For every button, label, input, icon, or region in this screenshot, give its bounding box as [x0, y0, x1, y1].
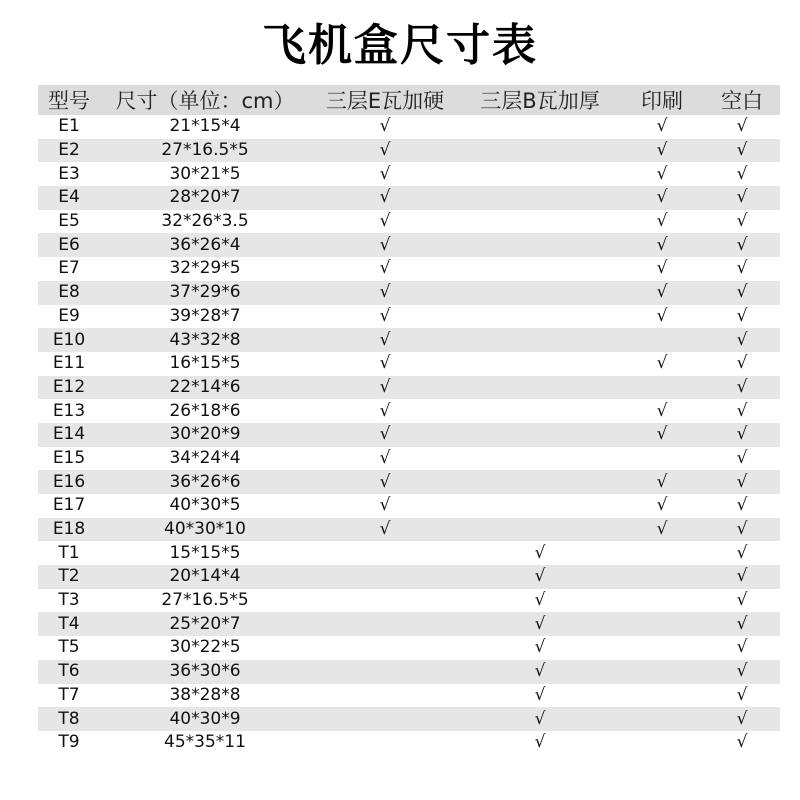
- model-cell: T9: [58, 732, 80, 753]
- b-flute-cell: [460, 115, 620, 139]
- e-flute-cell: [310, 447, 460, 471]
- check-mark-icon: √: [534, 590, 546, 611]
- e-flute-cell: [310, 636, 460, 660]
- table-row: [38, 541, 780, 565]
- size-cell: 30*22*5: [169, 637, 241, 658]
- table-row: [38, 257, 780, 281]
- check-mark-icon: √: [736, 542, 748, 563]
- e-flute-cell: [310, 612, 460, 636]
- b-flute-cell: [460, 257, 620, 281]
- size-cell: 32*29*5: [169, 258, 241, 279]
- print-cell: [620, 139, 704, 163]
- check-mark-icon: √: [656, 400, 668, 421]
- b-flute-cell: [460, 589, 620, 613]
- table-row: [38, 589, 780, 613]
- model-cell: E10: [38, 328, 100, 352]
- e-flute-cell: [310, 210, 460, 234]
- table-row: [38, 399, 780, 423]
- model-cell: E14: [38, 423, 100, 447]
- table-row: [38, 281, 780, 305]
- b-flute-cell: [460, 470, 620, 494]
- size-cell: 30*20*9: [100, 423, 310, 447]
- check-mark-icon: √: [736, 519, 748, 540]
- model-cell: E9: [58, 305, 80, 326]
- table-row: [38, 612, 780, 636]
- check-mark-icon: √: [656, 140, 668, 161]
- check-mark-icon: √: [736, 590, 748, 611]
- check-mark-icon: √: [379, 329, 391, 350]
- blank-cell: [704, 162, 780, 186]
- check-mark-icon: √: [534, 613, 546, 634]
- size-cell: 28*20*7: [100, 186, 310, 210]
- size-cell: 37*29*6: [100, 281, 310, 305]
- blank-cell: [704, 233, 780, 257]
- check-mark-icon: √: [379, 519, 391, 540]
- e-flute-cell: [310, 494, 460, 518]
- table-row: [38, 352, 780, 376]
- size-cell: 40*30*5: [169, 495, 241, 516]
- check-mark-icon: √: [379, 424, 391, 445]
- e-flute-cell: [310, 305, 460, 329]
- header-model: 型号: [38, 85, 100, 115]
- print-cell: [620, 233, 704, 257]
- blank-cell: [704, 210, 780, 234]
- check-mark-icon: √: [736, 163, 748, 184]
- e-flute-cell: [310, 565, 460, 589]
- model-cell: E6: [38, 233, 100, 257]
- model-cell: E18: [38, 518, 100, 542]
- blank-cell: [704, 328, 780, 352]
- b-flute-cell: [460, 210, 620, 234]
- blank-cell: [704, 494, 780, 518]
- check-mark-icon: √: [736, 258, 748, 279]
- check-mark-icon: √: [534, 637, 546, 658]
- blank-cell: [704, 186, 780, 210]
- check-mark-icon: √: [534, 566, 546, 587]
- check-mark-icon: √: [379, 400, 391, 421]
- b-flute-cell: [460, 684, 620, 708]
- size-cell: 20*14*4: [100, 565, 310, 589]
- e-flute-cell: [310, 707, 460, 731]
- b-flute-cell: [460, 281, 620, 305]
- print-cell: [620, 210, 704, 234]
- print-cell: [620, 162, 704, 186]
- check-mark-icon: √: [736, 329, 748, 350]
- check-mark-icon: √: [736, 116, 748, 137]
- e-flute-cell: [310, 423, 460, 447]
- check-mark-icon: √: [736, 708, 748, 729]
- check-mark-icon: √: [656, 305, 668, 326]
- check-mark-icon: √: [379, 234, 391, 255]
- check-mark-icon: √: [656, 471, 668, 492]
- size-cell: 25*20*7: [100, 612, 310, 636]
- model-cell: E7: [58, 258, 80, 279]
- b-flute-cell: [460, 612, 620, 636]
- header-print: 印刷: [620, 85, 704, 115]
- b-flute-cell: [460, 423, 620, 447]
- blank-cell: [704, 352, 780, 376]
- check-mark-icon: √: [736, 282, 748, 303]
- size-cell: 21*15*4: [169, 116, 241, 137]
- table-row: [38, 186, 780, 210]
- blank-cell: [704, 731, 780, 755]
- e-flute-cell: [310, 731, 460, 755]
- check-mark-icon: √: [736, 187, 748, 208]
- e-flute-cell: [310, 589, 460, 613]
- check-mark-icon: √: [656, 282, 668, 303]
- check-mark-icon: √: [379, 353, 391, 374]
- model-cell: E11: [52, 353, 86, 374]
- check-mark-icon: √: [656, 211, 668, 232]
- e-flute-cell: [310, 281, 460, 305]
- print-cell: [620, 518, 704, 542]
- print-cell: [620, 352, 704, 376]
- size-cell: 27*16.5*5: [100, 139, 310, 163]
- check-mark-icon: √: [736, 684, 748, 705]
- table-row: [38, 233, 780, 257]
- e-flute-cell: [310, 162, 460, 186]
- table-row: [38, 660, 780, 684]
- model-cell: T1: [58, 542, 80, 563]
- e-flute-cell: [310, 541, 460, 565]
- check-mark-icon: √: [379, 471, 391, 492]
- print-cell: [620, 305, 704, 329]
- size-cell: 40*30*10: [100, 518, 310, 542]
- b-flute-cell: [460, 518, 620, 542]
- print-cell: [620, 399, 704, 423]
- blank-cell: [704, 257, 780, 281]
- check-mark-icon: √: [656, 424, 668, 445]
- blank-cell: [704, 636, 780, 660]
- print-cell: [620, 423, 704, 447]
- page-title: 飞机盒尺寸表: [262, 20, 538, 71]
- blank-cell: [704, 115, 780, 139]
- check-mark-icon: √: [736, 400, 748, 421]
- check-mark-icon: √: [379, 495, 391, 516]
- b-flute-cell: [460, 731, 620, 755]
- print-cell: [620, 447, 704, 471]
- check-mark-icon: √: [379, 140, 391, 161]
- table-row: [38, 139, 780, 163]
- size-cell: 36*30*6: [100, 660, 310, 684]
- blank-cell: [704, 541, 780, 565]
- model-cell: E3: [58, 163, 80, 184]
- print-cell: [620, 684, 704, 708]
- print-cell: [620, 660, 704, 684]
- check-mark-icon: √: [736, 211, 748, 232]
- model-cell: E13: [52, 400, 86, 421]
- b-flute-cell: [460, 162, 620, 186]
- model-cell: T5: [58, 637, 80, 658]
- size-cell: 22*14*6: [100, 376, 310, 400]
- check-mark-icon: √: [656, 187, 668, 208]
- size-cell: 45*35*11: [164, 732, 246, 753]
- table-row: [38, 636, 780, 660]
- table-row: [38, 731, 780, 755]
- check-mark-icon: √: [656, 519, 668, 540]
- b-flute-cell: [460, 139, 620, 163]
- blank-cell: [704, 376, 780, 400]
- size-cell: 34*24*4: [169, 447, 241, 468]
- blank-cell: [704, 684, 780, 708]
- model-cell: T2: [38, 565, 100, 589]
- check-mark-icon: √: [656, 163, 668, 184]
- model-cell: E1: [58, 116, 80, 137]
- table-row: [38, 494, 780, 518]
- check-mark-icon: √: [379, 116, 391, 137]
- blank-cell: [704, 470, 780, 494]
- blank-cell: [704, 589, 780, 613]
- table-row: [38, 565, 780, 589]
- model-cell: E15: [52, 447, 86, 468]
- b-flute-cell: [460, 186, 620, 210]
- check-mark-icon: √: [656, 116, 668, 137]
- b-flute-cell: [460, 376, 620, 400]
- table-row: [38, 328, 780, 352]
- model-cell: T7: [58, 684, 80, 705]
- b-flute-cell: [460, 328, 620, 352]
- blank-cell: [704, 281, 780, 305]
- check-mark-icon: √: [736, 447, 748, 468]
- e-flute-cell: [310, 518, 460, 542]
- size-cell: 38*28*8: [169, 684, 241, 705]
- blank-cell: [704, 423, 780, 447]
- header-size: 尺寸（单位：cm）: [100, 85, 310, 115]
- check-mark-icon: √: [656, 258, 668, 279]
- e-flute-cell: [310, 328, 460, 352]
- check-mark-icon: √: [736, 637, 748, 658]
- blank-cell: [704, 447, 780, 471]
- check-mark-icon: √: [534, 708, 546, 729]
- header-b-flute: 三层B瓦加厚: [460, 85, 620, 115]
- table-row: [38, 470, 780, 494]
- table-row: [38, 447, 780, 471]
- model-cell: E8: [38, 281, 100, 305]
- check-mark-icon: √: [656, 353, 668, 374]
- size-cell: 32*26*3.5: [161, 211, 249, 232]
- size-cell: 26*18*6: [169, 400, 241, 421]
- check-mark-icon: √: [534, 542, 546, 563]
- size-cell: 36*26*4: [100, 233, 310, 257]
- check-mark-icon: √: [379, 305, 391, 326]
- e-flute-cell: [310, 660, 460, 684]
- size-table: [38, 85, 780, 755]
- blank-cell: [704, 399, 780, 423]
- model-cell: E5: [58, 211, 80, 232]
- e-flute-cell: [310, 684, 460, 708]
- table-row: [38, 376, 780, 400]
- e-flute-cell: [310, 233, 460, 257]
- print-cell: [620, 115, 704, 139]
- print-cell: [620, 636, 704, 660]
- check-mark-icon: √: [736, 471, 748, 492]
- model-cell: E16: [38, 470, 100, 494]
- size-cell: 15*15*5: [169, 542, 241, 563]
- check-mark-icon: √: [379, 447, 391, 468]
- blank-cell: [704, 660, 780, 684]
- e-flute-cell: [310, 186, 460, 210]
- check-mark-icon: √: [379, 282, 391, 303]
- check-mark-icon: √: [656, 234, 668, 255]
- check-mark-icon: √: [534, 661, 546, 682]
- check-mark-icon: √: [736, 305, 748, 326]
- print-cell: [620, 565, 704, 589]
- model-cell: T4: [38, 612, 100, 636]
- table-row: [38, 518, 780, 542]
- check-mark-icon: √: [736, 424, 748, 445]
- b-flute-cell: [460, 707, 620, 731]
- print-cell: [620, 707, 704, 731]
- b-flute-cell: [460, 352, 620, 376]
- table-header-row: [38, 85, 780, 115]
- check-mark-icon: √: [736, 353, 748, 374]
- b-flute-cell: [460, 636, 620, 660]
- e-flute-cell: [310, 470, 460, 494]
- print-cell: [620, 186, 704, 210]
- blank-cell: [704, 565, 780, 589]
- size-cell: 27*16.5*5: [161, 590, 249, 611]
- model-cell: T6: [38, 660, 100, 684]
- header-e-flute: 三层E瓦加硬: [310, 85, 460, 115]
- model-cell: E17: [52, 495, 86, 516]
- e-flute-cell: [310, 139, 460, 163]
- print-cell: [620, 376, 704, 400]
- b-flute-cell: [460, 541, 620, 565]
- print-cell: [620, 612, 704, 636]
- check-mark-icon: √: [736, 566, 748, 587]
- model-cell: E2: [38, 139, 100, 163]
- check-mark-icon: √: [736, 661, 748, 682]
- print-cell: [620, 257, 704, 281]
- check-mark-icon: √: [656, 495, 668, 516]
- blank-cell: [704, 305, 780, 329]
- b-flute-cell: [460, 305, 620, 329]
- check-mark-icon: √: [534, 732, 546, 753]
- blank-cell: [704, 612, 780, 636]
- blank-cell: [704, 707, 780, 731]
- b-flute-cell: [460, 494, 620, 518]
- print-cell: [620, 281, 704, 305]
- table-row: [38, 707, 780, 731]
- size-cell: 30*21*5: [169, 163, 241, 184]
- check-mark-icon: √: [379, 258, 391, 279]
- blank-cell: [704, 518, 780, 542]
- table-row: [38, 210, 780, 234]
- print-cell: [620, 541, 704, 565]
- table-row: [38, 305, 780, 329]
- e-flute-cell: [310, 352, 460, 376]
- check-mark-icon: √: [379, 187, 391, 208]
- b-flute-cell: [460, 233, 620, 257]
- table-row: [38, 684, 780, 708]
- check-mark-icon: √: [534, 684, 546, 705]
- check-mark-icon: √: [736, 732, 748, 753]
- table-row: [38, 115, 780, 139]
- size-cell: 39*28*7: [169, 305, 241, 326]
- check-mark-icon: √: [736, 495, 748, 516]
- e-flute-cell: [310, 399, 460, 423]
- model-cell: E4: [38, 186, 100, 210]
- check-mark-icon: √: [736, 140, 748, 161]
- print-cell: [620, 494, 704, 518]
- size-cell: 40*30*9: [100, 707, 310, 731]
- check-mark-icon: √: [379, 163, 391, 184]
- check-mark-icon: √: [736, 613, 748, 634]
- table-row: [38, 162, 780, 186]
- size-cell: 43*32*8: [100, 328, 310, 352]
- model-cell: T3: [58, 590, 80, 611]
- print-cell: [620, 470, 704, 494]
- table-row: [38, 423, 780, 447]
- e-flute-cell: [310, 376, 460, 400]
- model-cell: T8: [38, 707, 100, 731]
- model-cell: E12: [38, 376, 100, 400]
- e-flute-cell: [310, 115, 460, 139]
- size-cell: 16*15*5: [169, 353, 241, 374]
- blank-cell: [704, 139, 780, 163]
- header-blank: 空白: [704, 85, 780, 115]
- size-cell: 36*26*6: [100, 470, 310, 494]
- b-flute-cell: [460, 447, 620, 471]
- table-body: [38, 115, 780, 755]
- check-mark-icon: √: [379, 376, 391, 397]
- print-cell: [620, 731, 704, 755]
- check-mark-icon: √: [736, 376, 748, 397]
- check-mark-icon: √: [379, 211, 391, 232]
- print-cell: [620, 328, 704, 352]
- b-flute-cell: [460, 565, 620, 589]
- e-flute-cell: [310, 257, 460, 281]
- b-flute-cell: [460, 660, 620, 684]
- print-cell: [620, 589, 704, 613]
- check-mark-icon: √: [736, 234, 748, 255]
- b-flute-cell: [460, 399, 620, 423]
